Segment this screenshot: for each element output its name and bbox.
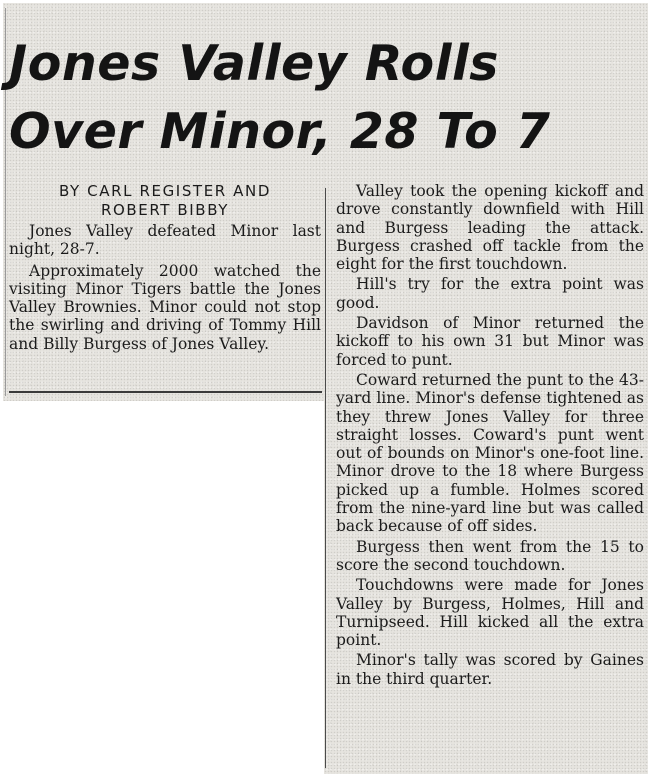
section-rule	[9, 391, 322, 393]
paragraph: Davidson of Minor returned the kickoff to his own 31 but Minor was forced to punt.	[336, 314, 644, 369]
byline	[9, 182, 321, 219]
paragraph: Hill's try for the extra point was good.	[336, 275, 644, 312]
byline-line-1: BY CARL REGISTER AND	[58, 182, 271, 200]
paragraph: Burgess then went from the 15 to score the second touchdown.	[336, 537, 644, 574]
article-column-left	[9, 182, 321, 356]
headline-line-1: Jones Valley Rolls	[9, 35, 499, 92]
headline-line-2: Over Minor, 28 To 7	[9, 103, 551, 160]
paragraph: Minor's tally was scored by Gaines in the third quarter.	[336, 651, 644, 688]
paragraph: Approximately 2000 watched the visiting Minor Tigers battle the Jones Valley Brownies. Minor could not stop the swirling and driving of Tommy Hill and Billy Burgess of Jones Valley.	[9, 261, 321, 353]
paragraph: Coward returned the punt to the 43-yard line. Minor's defense tightened as they threw Jones Valley for three straight losses. Coward's punt went out of bounds on Minor's one-foot line. Minor drove to the 18 where Burgess picked up a fumble. Holmes scored from the nine-yard line but was called back because of off sides.	[336, 370, 644, 536]
paragraph: Touchdowns were made for Jones Valley by Burgess, Holmes, Hill and Turnipseed. Hill kicked all the extra point.	[336, 576, 644, 650]
article-headline	[9, 30, 639, 166]
paragraph: Valley took the opening kickoff and drove constantly downfield with Hill and Burgess leading the attack. Burgess crashed off tackle from the eight for the first touchdown.	[336, 182, 644, 274]
column-divider	[325, 188, 326, 768]
byline-line-2: ROBERT BIBBY	[100, 200, 230, 219]
paragraph: Jones Valley defeated Minor last night, 28-7.	[9, 222, 321, 259]
article-column-right	[336, 182, 644, 690]
clipping-left-edge	[5, 8, 6, 396]
